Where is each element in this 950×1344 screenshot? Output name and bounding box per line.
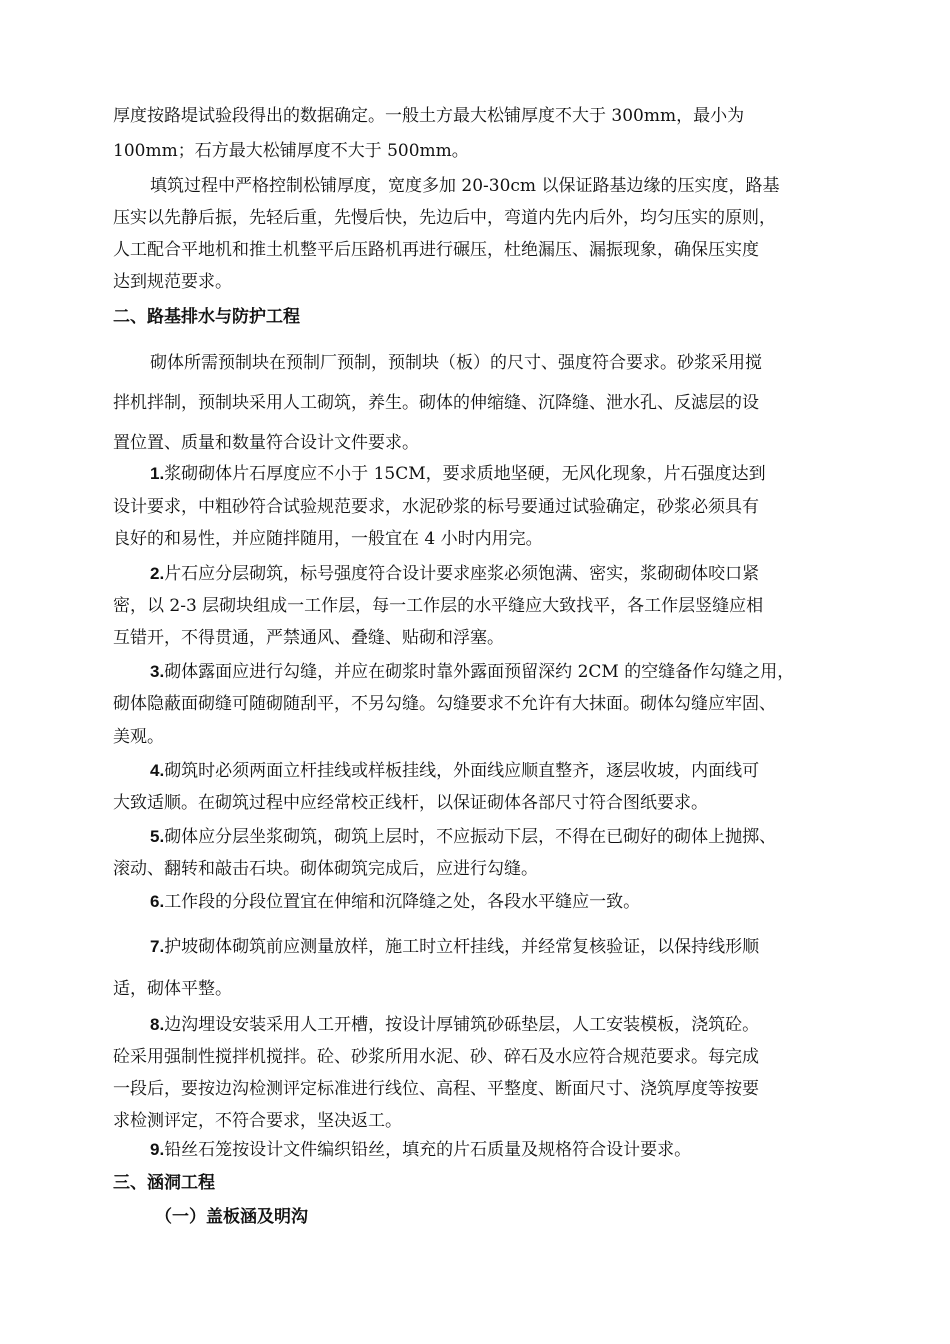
item-text: 护坡砌体砌筑前应测量放样，施工时立杆挂线，并经常复核验证，以保持线形顺 bbox=[164, 937, 760, 957]
text-line: 一段后，要按边沟检测评定标准进行线位、高程、平整度、断面尺寸、浇筑厚度等按要 bbox=[113, 1079, 759, 1099]
text-line: 砼采用强制性搅拌机搅拌。砼、砂浆所用水泥、砂、碎石及水应符合规范要求。每完成 bbox=[113, 1047, 759, 1067]
text-line: 拌机拌制，预制块采用人工砌筑，养生。砌体的伸缩缝、沉降缝、泄水孔、反滤层的设 bbox=[113, 393, 759, 413]
item-number: 9. bbox=[150, 1140, 165, 1159]
item-number: 3. bbox=[150, 662, 165, 681]
item-text: 铅丝石笼按设计文件编织铅丝，填充的片石质量及规格符合设计要求。 bbox=[164, 1140, 692, 1160]
list-item bbox=[150, 660, 890, 684]
text-line: 填筑过程中严格控制松铺厚度，宽度多加 20-30cm 以保证路基边缘的压实度，路基 bbox=[150, 176, 780, 196]
text-line: 大致适顺。在砌筑过程中应经常校正线杆，以保证砌体各部尺寸符合图纸要求。 bbox=[113, 793, 708, 813]
text-line: 密，以 2-3 层砌块组成一工作层，每一工作层的水平缝应大致找平，各工作层竖缝应相 bbox=[113, 596, 764, 616]
text-line: 压实以先静后振，先轻后重，先慢后快，先边后中，弯道内先内后外，均匀压实的原则， bbox=[113, 208, 776, 228]
text-line: 互错开，不得贯通，严禁通风、叠缝、贴砌和浮塞。 bbox=[113, 628, 504, 648]
text-line: 100mm；石方最大松铺厚度不大于 500mm。 bbox=[113, 141, 469, 161]
list-item bbox=[150, 759, 890, 783]
text-line: 砌体隐蔽面砌缝可随砌随刮平，不另勾缝。勾缝要求不允许有大抹面。砌体勾缝应牢固、 bbox=[113, 694, 776, 714]
text-line: 适，砌体平整。 bbox=[113, 979, 232, 999]
text-line: 人工配合平地机和推土机整平后压路机再进行碾压，杜绝漏压、漏振现象，确保压实度 bbox=[113, 240, 759, 260]
item-text: 砌体应分层坐浆砌筑，砌筑上层时，不应振动下层，不得在已砌好的砌体上抛掷、 bbox=[164, 827, 777, 847]
list-item bbox=[150, 562, 890, 586]
item-number: 7. bbox=[150, 937, 165, 956]
text-line: 美观。 bbox=[113, 727, 164, 747]
item-number: 1. bbox=[150, 464, 165, 483]
item-text: 工作段的分段位置宜在伸缩和沉降缝之处，各段水平缝应一致。 bbox=[164, 892, 641, 912]
item-text: 边沟埋设安装采用人工开槽，按设计厚铺筑砂砾垫层，人工安装模板，浇筑砼。 bbox=[164, 1015, 760, 1035]
list-item bbox=[150, 825, 890, 849]
section-heading: 三、涵洞工程 bbox=[113, 1173, 215, 1193]
item-number: 8. bbox=[150, 1015, 165, 1034]
item-number: 6. bbox=[150, 892, 165, 911]
text-line: 厚度按路堤试验段得出的数据确定。一般土方最大松铺厚度不大于 300mm，最小为 bbox=[113, 106, 745, 126]
text-line: 置位置、质量和数量符合设计文件要求。 bbox=[113, 433, 419, 453]
item-text: 片石应分层砌筑，标号强度符合设计要求座浆必须饱满、密实，浆砌砌体咬口紧 bbox=[164, 564, 760, 584]
text-line: 设计要求，中粗砂符合试验规范要求，水泥砂浆的标号要通过试验确定，砂浆必须具有 bbox=[113, 497, 759, 517]
item-number: 4. bbox=[150, 761, 165, 780]
list-item bbox=[150, 935, 890, 959]
text-line: 良好的和易性，并应随拌随用，一般宜在 4 小时内用完。 bbox=[113, 529, 543, 549]
list-item bbox=[150, 1013, 890, 1037]
item-number: 5. bbox=[150, 827, 165, 846]
text-line: 求检测评定，不符合要求，坚决返工。 bbox=[113, 1111, 402, 1131]
item-text: 砌体露面应进行勾缝，并应在砌浆时靠外露面预留深约 2CM 的空缝备作勾缝之用， bbox=[164, 662, 795, 682]
section-heading: 二、路基排水与防护工程 bbox=[113, 307, 300, 327]
text-line: 滚动、翻转和敲击石块。砌体砌筑完成后，应进行勾缝。 bbox=[113, 859, 538, 879]
subsection-heading: （一）盖板涵及明沟 bbox=[155, 1207, 308, 1227]
list-item bbox=[150, 1138, 890, 1162]
list-item bbox=[150, 462, 890, 486]
text-line: 砌体所需预制块在预制厂预制，预制块（板）的尺寸、强度符合要求。砂浆采用搅 bbox=[150, 353, 762, 373]
text-line: 达到规范要求。 bbox=[113, 272, 232, 292]
item-text: 浆砌砌体片石厚度应不小于 15CM，要求质地坚硬，无风化现象，片石强度达到 bbox=[164, 464, 766, 484]
list-item bbox=[150, 890, 890, 914]
item-text: 砌筑时必须两面立杆挂线或样板挂线，外面线应顺直整齐，逐层收坡，内面线可 bbox=[164, 761, 760, 781]
item-number: 2. bbox=[150, 564, 165, 583]
